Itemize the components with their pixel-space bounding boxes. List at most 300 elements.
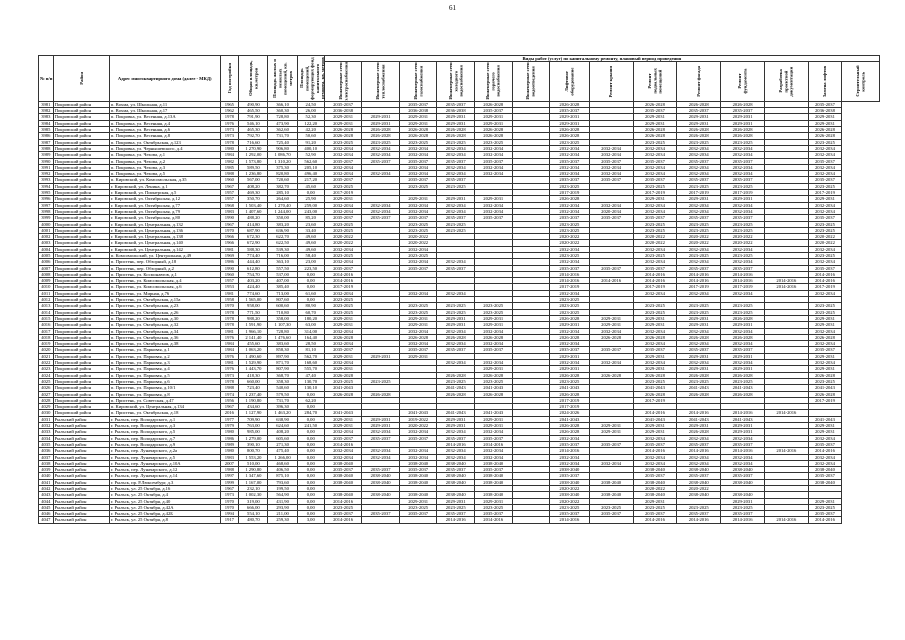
table-cell: 350,70 (239, 196, 268, 202)
table-cell: 2041-2043 (677, 385, 721, 391)
table-cell: 2032-2034 (633, 454, 677, 460)
table-cell: 4027 (39, 391, 54, 397)
table-cell: 2023-2025 (721, 139, 765, 145)
table-cell: 2020-2022 (677, 240, 721, 246)
table-cell: 2038-2040 (677, 467, 721, 473)
table-cell: 2032-2034 (550, 328, 590, 334)
table-cell: 1969 (220, 253, 239, 259)
page-number: 61 (449, 4, 456, 12)
table-cell: 2023-2025 (721, 253, 765, 259)
table-cell: 3992 (39, 171, 54, 177)
table-cell: 2026-2028 (550, 101, 590, 107)
table-cell: п. Пристень, ул. Парковая, д.5 (109, 372, 220, 378)
table-cell: 1 463,20 (268, 410, 297, 416)
table-cell: 2020-2022 (633, 485, 677, 491)
table-cell: 1 292,00 (239, 152, 268, 158)
table-cell: 2023-2025 (474, 504, 512, 510)
table-cell: 2014-2016 (324, 441, 362, 447)
table-cell: г. Рыльск, пер. Луначарского, д.2а (109, 448, 220, 454)
table-cell: г. Кировский, ул. Октябрьская, д.80 (109, 215, 220, 221)
table-cell: 28,50 (297, 341, 324, 347)
table-cell: 2032-2034 (808, 246, 841, 252)
table-cell: 2023-2025 (324, 504, 362, 510)
table-cell: г. Кировский, ул. Центральная, д.132 (109, 221, 220, 227)
table-cell: 264,60 (268, 196, 297, 202)
table-cell: 49,60 (297, 240, 324, 246)
table-cell: 2032-2034 (721, 259, 765, 265)
table-cell: 1999 (220, 479, 239, 485)
table-cell: г. Кировский, ул. Центральная, д.142 (109, 246, 220, 252)
table-cell: 408,20 (239, 183, 268, 189)
table-cell: 1967 (220, 221, 239, 227)
table-cell: 2026-2028 (550, 391, 590, 397)
table-cell: Покровский район (53, 353, 109, 359)
table-cell: 2032-2034 (677, 208, 721, 214)
table-cell: 1967 (220, 183, 239, 189)
table-cell: п. Пристень, ул. Октябрьская, д.36 (109, 334, 220, 340)
table-cell: 49,60 (297, 246, 324, 252)
table-cell: 2014-2016 (764, 517, 808, 523)
table-cell: 2032-2034 (324, 259, 362, 265)
table-cell: 2038-2040 (324, 492, 362, 498)
table-cell: 2032-2034 (399, 429, 437, 435)
table-cell: 3991 (39, 164, 54, 170)
table-cell: Рыльский район (53, 416, 109, 422)
table-cell: Покровский район (53, 108, 109, 114)
table-cell: 2026-2028 (550, 423, 590, 429)
table-cell: 2029-2031 (474, 196, 512, 202)
table-cell: 2026-2028 (677, 429, 721, 435)
table-cell: 2035-2037 (589, 265, 633, 271)
table-cell: 2035-2037 (324, 177, 362, 183)
table-cell: п. Пристень, ул. Космонавтов, д.1 (109, 271, 220, 277)
table-cell: Покровский район (53, 397, 109, 403)
table-cell: Покровский район (53, 145, 109, 151)
table-cell: 2023-2025 (399, 253, 437, 259)
table-cell: г. Рыльск, пер. Луначарского, д.10А (109, 460, 220, 466)
table-cell: 4037 (39, 454, 54, 460)
table-cell: 2032-2034 (550, 145, 590, 151)
table-cell: 1957 (220, 278, 239, 284)
table-cell: 2029-2031 (808, 353, 841, 359)
table-cell: 800,70 (239, 448, 268, 454)
table-cell: 2032-2034 (437, 429, 475, 435)
table-cell: 1977 (220, 416, 239, 422)
table-cell: Покровский район (53, 183, 109, 189)
table-cell: 2029-2031 (677, 322, 721, 328)
table-cell: 2032-2034 (633, 460, 677, 466)
table-cell: 2032-2034 (437, 360, 475, 366)
table-cell: 2014-2016 (721, 410, 765, 416)
table-cell: 4010 (39, 284, 54, 290)
table-cell: 408,20 (268, 429, 297, 435)
table-cell: 60,70 (297, 309, 324, 315)
table-cell: 2026-2028 (721, 315, 765, 321)
table-cell: 1 244,00 (268, 208, 297, 214)
table-cell: 2035-2037 (721, 215, 765, 221)
table-cell: 2020-2022 (324, 240, 362, 246)
table-cell: 85,20 (297, 215, 324, 221)
table-cell: 1988 (220, 467, 239, 473)
table-cell: 0,00 (297, 485, 324, 491)
table-cell: 2032-2034 (474, 152, 512, 158)
table-cell: 1 476,60 (268, 334, 297, 340)
table-cell: 2032-2034 (550, 460, 590, 466)
table-cell: 2029-2031 (437, 114, 475, 120)
table-cell: 2014-2016 (324, 271, 362, 277)
table-cell: 2029-2031 (362, 423, 400, 429)
table-cell: 2041-2043 (808, 416, 841, 422)
table-cell: 605,60 (268, 435, 297, 441)
table-cell: 2029-2031 (362, 416, 400, 422)
table-cell: Рыльский район (53, 473, 109, 479)
table-cell: 4022 (39, 360, 54, 366)
table-cell: г. Рыльск, ул. 25 Октября, д.42А (109, 504, 220, 510)
table-cell: п. Вохма, ул. Школьная, д.17 (109, 108, 220, 114)
table-cell: п. Пристень, ул. Октябрьская, д.26 (109, 309, 220, 315)
table-cell: 2026-2028 (550, 133, 590, 139)
table-cell: 2023-2025 (721, 309, 765, 315)
table-cell: 4015 (39, 315, 54, 321)
table-cell: 540,60 (268, 385, 297, 391)
table-cell: 2014-2016 (550, 278, 590, 284)
table-cell: 723,40 (239, 385, 268, 391)
table-cell: 1978 (220, 309, 239, 315)
table-cell: 406,50 (268, 467, 297, 473)
table-cell: п. Пристень, ул. Октябрьская, д.32 (109, 322, 220, 328)
table-cell: 455,60 (239, 341, 268, 347)
table-cell: 2032-2034 (550, 290, 590, 296)
table-cell: 368,70 (268, 372, 297, 378)
table-cell: 2032-2034 (550, 360, 590, 366)
table-cell: 2023-2025 (437, 504, 475, 510)
table-cell: Покровский район (53, 265, 109, 271)
table-cell: 2038-2040 (399, 479, 437, 485)
table-cell: 2032-2034 (437, 448, 475, 454)
table-cell: 2023-2025 (721, 183, 765, 189)
table-cell: 2035-2037 (589, 177, 633, 183)
table-cell: 2026-2028 (550, 127, 590, 133)
table-cell: 2032-2034 (362, 454, 400, 460)
table-cell: 2026-2028 (324, 334, 362, 340)
table-cell: 2032-2034 (721, 328, 765, 334)
table-cell: 2029-2031 (399, 196, 437, 202)
table-cell: 241,50 (297, 423, 324, 429)
table-cell: 3,00 (297, 517, 324, 523)
table-cell: 2032-2034 (362, 208, 400, 214)
table-cell: 4029 (39, 404, 54, 410)
table-cell: Рыльский район (53, 467, 109, 473)
table-cell: 0,00 (297, 479, 324, 485)
table-cell: 4047 (39, 517, 54, 523)
table-cell: 2014-2016 (589, 278, 633, 284)
table-cell: 2026-2028 (474, 391, 512, 397)
table-cell: 2041-2043 (437, 385, 475, 391)
table-cell: 2035-2037 (550, 441, 590, 447)
table-cell: 4044 (39, 498, 54, 504)
table-cell: 0,00 (297, 504, 324, 510)
table-cell: 4020 (39, 347, 54, 353)
work-header-1: Инженерные сети теплоснабжения (362, 62, 400, 102)
table-cell: 2032-2034 (721, 341, 765, 347)
table-cell: 2026-2028 (437, 133, 475, 139)
table-cell: 2032-2034 (721, 460, 765, 466)
table-cell: 2032-2034 (362, 429, 400, 435)
table-cell: 2017-2019 (633, 190, 677, 196)
table-cell: 431,90 (268, 498, 297, 504)
table-cell: 2020-2022 (721, 234, 765, 240)
table-cell: 2032-2034 (474, 164, 512, 170)
table-cell: 2023-2025 (324, 139, 362, 145)
table-cell: 720,60 (268, 177, 297, 183)
table-cell: 2032-2034 (721, 290, 765, 296)
table-cell: 2032-2034 (362, 171, 400, 177)
table-cell: 2035-2037 (550, 511, 590, 517)
table-cell: 2035-2037 (808, 265, 841, 271)
table-cell: 2035-2037 (550, 473, 590, 479)
table-cell: 3983 (39, 114, 54, 120)
table-cell: 444,40 (239, 259, 268, 265)
table-cell: 2035-2037 (474, 435, 512, 441)
table-cell: 2026-2028 (550, 315, 590, 321)
table-cell: 510,00 (239, 460, 268, 466)
table-cell: 4021 (39, 353, 54, 359)
table-cell: 2032-2034 (474, 360, 512, 366)
table-cell: 2014-2016 (808, 448, 841, 454)
table-cell: 2023-2025 (324, 221, 362, 227)
table-cell: 2035-2037 (721, 473, 765, 479)
table-cell: 2032-2034 (324, 202, 362, 208)
table-cell: Покровский район (53, 101, 109, 107)
table-cell: 1956 (220, 397, 239, 403)
table-cell: 2032-2034 (677, 435, 721, 441)
table-cell: 0,00 (297, 473, 324, 479)
table-cell: 2035-2037 (589, 215, 633, 221)
table-cell: 2029-2031 (808, 498, 841, 504)
table-cell: 2029-2031 (633, 196, 677, 202)
table-cell: г. Кировский, ул. Октябрьская, д.79 (109, 208, 220, 214)
table-cell: 362,60 (268, 127, 297, 133)
table-cell: 2020-2022 (808, 240, 841, 246)
table-cell: 2038-2040 (399, 473, 437, 479)
table-cell: 475,40 (268, 448, 297, 454)
table-cell: 3999 (39, 215, 54, 221)
col-area-header: Общая площадь, кв.метров (239, 56, 268, 102)
table-cell: 2026-2028 (633, 391, 677, 397)
table-cell: 2014-2016 (764, 448, 808, 454)
table-cell: 383,20 (268, 221, 297, 227)
table-cell: 731,70 (268, 397, 297, 403)
table-cell: 0,00 (297, 271, 324, 277)
work-header-12: Замена лифтов (808, 62, 841, 102)
table-cell: 199,50 (268, 485, 297, 491)
table-cell: 2035-2037 (362, 467, 400, 473)
table-cell: 2023-2025 (550, 378, 590, 384)
table-cell: 1976 (220, 366, 239, 372)
table-cell: 2038-2040 (474, 473, 512, 479)
table-cell: 588,30 (239, 246, 268, 252)
table-cell: 793,60 (268, 479, 297, 485)
table-cell: 259,00 (297, 202, 324, 208)
table-cell: 557,50 (268, 265, 297, 271)
work-header-6: Лифтовое оборудование (550, 62, 590, 102)
table-cell: 2032-2034 (677, 341, 721, 347)
table-cell: 2035-2037 (633, 108, 677, 114)
table-cell: 2035-2037 (399, 177, 437, 183)
table-cell: 2032-2034 (362, 202, 400, 208)
table-cell: 2017-2019 (808, 284, 841, 290)
table-cell: 358,30 (268, 378, 297, 384)
table-cell: 3986 (39, 133, 54, 139)
table-cell: 23,00 (297, 259, 324, 265)
table-cell: 2032-2034 (474, 448, 512, 454)
table-cell: Покровский район (53, 127, 109, 133)
table-cell: 4028 (39, 397, 54, 403)
table-cell: 2032-2034 (399, 259, 437, 265)
table-cell: 2035-2037 (399, 467, 437, 473)
table-cell: 2038-2040 (721, 479, 765, 485)
table-cell: 771,50 (239, 309, 268, 315)
table-cell: 2032-2034 (808, 145, 841, 151)
table-cell: Рыльский район (53, 454, 109, 460)
table-cell: 2035-2037 (324, 101, 362, 107)
table-cell: 2023-2025 (808, 303, 841, 309)
table-cell: 2035-2037 (633, 215, 677, 221)
table-cell: 2032-2034 (677, 290, 721, 296)
table-cell: 2029-2031 (633, 353, 677, 359)
table-cell: 871,70 (268, 360, 297, 366)
table-body (39, 101, 880, 523)
table-cell: 403,20 (239, 278, 268, 284)
table-cell: 2029-2031 (550, 322, 590, 328)
table-cell: п. Пристень, пер. Обзорный, д.18 (109, 259, 220, 265)
table-cell: Покровский район (53, 158, 109, 164)
table-cell: 1 002,30 (239, 492, 268, 498)
table-cell: 2041-2043 (324, 410, 362, 416)
table-cell: 1960 (220, 271, 239, 277)
table-cell: Покровский район (53, 202, 109, 208)
table-cell: 1976 (220, 120, 239, 126)
table-cell: 2032-2034 (677, 246, 721, 252)
table-cell: 2029-2031 (324, 423, 362, 429)
table-cell: 1990 (220, 265, 239, 271)
table-cell: 4000 (39, 221, 54, 227)
table-cell: 1994 (220, 511, 239, 517)
table-cell: 0,00 (297, 297, 324, 303)
table-cell: 2026-2028 (633, 334, 677, 340)
table-cell: 2014-2016 (721, 448, 765, 454)
table-cell: п. Пристень, ул. Комсомольская, д.6 (109, 284, 220, 290)
table-cell: 731,70 (268, 133, 297, 139)
table-cell: 2029-2031 (721, 322, 765, 328)
table-cell: 385,40 (268, 284, 297, 290)
table-cell: 2029-2031 (677, 114, 721, 120)
table-cell: 1957 (220, 196, 239, 202)
table-cell: 2023-2025 (324, 303, 362, 309)
table-cell: 2032-2034 (677, 460, 721, 466)
table-cell: 2026-2028 (362, 133, 400, 139)
table-cell: 2029-2031 (721, 196, 765, 202)
capital-repair-table (38, 55, 880, 524)
table-cell: 4014 (39, 309, 54, 315)
table-cell: 2032-2034 (633, 152, 677, 158)
table-cell: 2026-2028 (677, 127, 721, 133)
table-cell: 2035-2037 (721, 177, 765, 183)
table-cell: 2035-2037 (474, 108, 512, 114)
table-cell: 2023-2025 (550, 297, 590, 303)
table-cell: 2017-2019 (677, 190, 721, 196)
table-cell: 2032-2034 (808, 460, 841, 466)
table-cell: 1 063,20 (239, 347, 268, 353)
table-cell: 2032-2034 (550, 208, 590, 214)
table-cell: 2020-2022 (677, 234, 721, 240)
table-cell: 2032-2034 (808, 328, 841, 334)
table-cell: 2017-2019 (721, 190, 765, 196)
work-header-4: Инженерные сети горячего водоснабжения (474, 62, 512, 102)
table-cell: 1973 (220, 372, 239, 378)
table-cell: 2032-2034 (633, 246, 677, 252)
table-cell: 2032-2034 (808, 454, 841, 460)
table-cell: 2029-2031 (437, 120, 475, 126)
table-cell: 2023-2025 (399, 183, 437, 189)
table-cell: 2032-2034 (437, 454, 475, 460)
table-cell: 1 270,90 (239, 145, 268, 151)
table-cell: 4013 (39, 303, 54, 309)
table-cell: 2032-2034 (808, 360, 841, 366)
table-cell: 2035-2037 (437, 467, 475, 473)
table-cell: 2032-2034 (437, 152, 475, 158)
table-cell: 1984 (220, 152, 239, 158)
table-cell: 2014-2016 (677, 448, 721, 454)
table-cell: 2038-2040 (677, 492, 721, 498)
table-cell: Покровский район (53, 391, 109, 397)
table-cell: Покровский район (53, 303, 109, 309)
table-cell: 2023-2025 (437, 378, 475, 384)
table-cell: 2026-2028 (362, 391, 400, 397)
table-cell: 2032-2034 (633, 435, 677, 441)
table-cell: п. Покровка, ул. Весенняя, д.13А (109, 114, 220, 120)
table-cell: 2029-2031 (633, 120, 677, 126)
table-cell: 2032-2034 (808, 341, 841, 347)
table-cell: 1 573,80 (239, 158, 268, 164)
table-cell: 2032-2034 (362, 152, 400, 158)
table-cell: Покровский район (53, 221, 109, 227)
table-cell: 1962 (220, 108, 239, 114)
table-cell: Покровский район (53, 322, 109, 328)
table-cell: 2014-2016 (550, 448, 590, 454)
table-cell: 2035-2037 (677, 473, 721, 479)
table-cell: 1 290,80 (239, 467, 268, 473)
table-cell: 2023-2025 (808, 378, 841, 384)
table-cell: 2023-2025 (808, 504, 841, 510)
table-cell: 2035-2037 (437, 265, 475, 271)
table-cell: 2023-2025 (633, 309, 677, 315)
table-cell: 2017-2019 (550, 190, 590, 196)
table-cell: 3987 (39, 139, 54, 145)
table-cell: Покровский район (53, 372, 109, 378)
table-cell: Покровский район (53, 334, 109, 340)
table-cell: 2029-2031 (362, 114, 400, 120)
table-cell: 3988 (39, 145, 54, 151)
table-cell: 0,00 (297, 278, 324, 284)
work-header-8: Ремонт подвальных помещений (633, 62, 677, 102)
table-cell: 2032-2034 (324, 152, 362, 158)
table-cell: 4035 (39, 441, 54, 447)
table-cell: 1983 (220, 208, 239, 214)
table-cell: 624,60 (268, 423, 297, 429)
table-cell: 383,60 (268, 341, 297, 347)
table-cell: 2035-2037 (808, 473, 841, 479)
